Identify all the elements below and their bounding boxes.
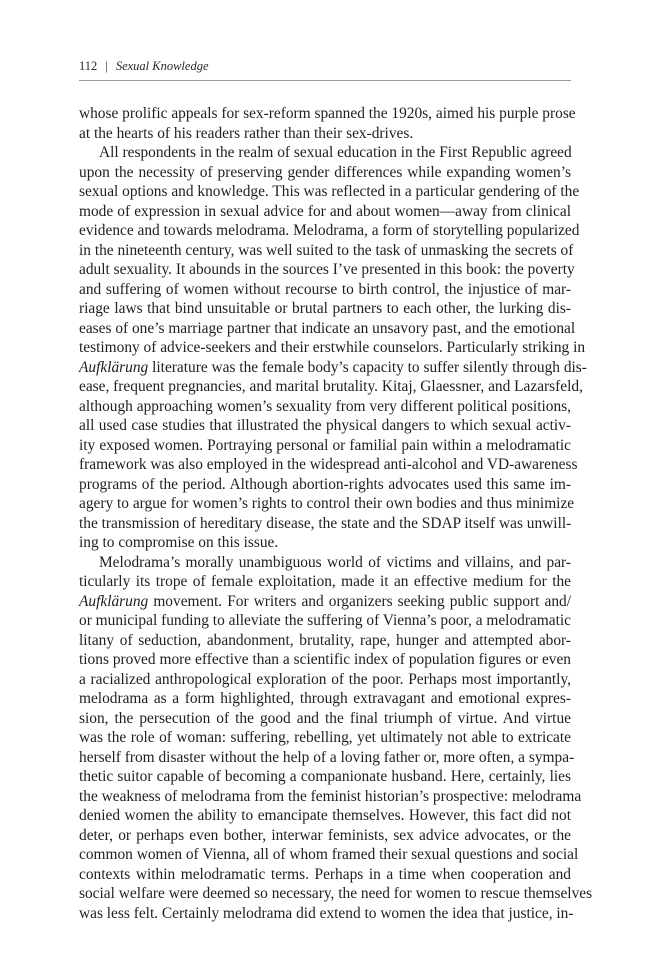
body-text — [79, 104, 593, 923]
text-line: sion, the persecution of the good and the final triumph of virtue. And virtue — [79, 709, 571, 727]
italic-term: Aufklärung — [79, 592, 149, 610]
text-line: framework was also employed in the widespread anti-alcohol and VD-awareness — [79, 456, 578, 473]
text-line: at the hearts of his readers rather than their sex-drives. — [79, 124, 414, 142]
text-line: a racialized anthropological exploration of the poor. Perhaps most importantly, — [79, 670, 571, 688]
page-number: 112 — [79, 59, 98, 73]
text-line: mode of expression in sexual advice for and about women—away from clinical — [79, 202, 571, 220]
text-line: ing to compromise on this issue. — [79, 534, 279, 551]
text-line: thetic suitor capable of becoming a companionate husband. Here, certainly, lies — [79, 768, 571, 785]
text-line: denied women the ability to emancipate themselves. However, this fact did not — [79, 807, 571, 824]
text-line: although approaching women’s sexuality from very different political positions, — [79, 397, 571, 415]
text-line: sexual options and knowledge. This was reflected in a particular gendering of the — [79, 183, 580, 200]
text-line: riage laws that bind unsuitable or brutal partners to each other, the lurking dis- — [79, 300, 571, 317]
italic-term: Aufklärung — [79, 358, 149, 376]
text-line: eases of one’s marriage partner that indicate an unsavory past, and the emotional — [79, 319, 576, 337]
text-line: ticularly its trope of female exploitation, made it an effective medium for the — [79, 573, 571, 590]
header-rule — [79, 80, 571, 81]
text-line: was the role of woman: suffering, rebelling, yet ultimately not able to extricate — [79, 729, 571, 746]
text-line: in the nineteenth century, was well suited to the task of unmasking the secrets of — [79, 241, 574, 259]
text-line: agery to argue for women’s rights to control their own bodies and thus minimize — [79, 495, 575, 512]
text-line: whose prolific appeals for sex-reform spanned the 1920s, aimed his purple prose — [79, 105, 576, 122]
text-line: programs of the period. Although abortion-rights advocates used this same im- — [79, 475, 571, 493]
text-line: Aufklärung movement. For writers and organizers seeking public support and/ — [79, 592, 571, 610]
text-line: social welfare were deemed so necessary, the need for women to rescue themselves — [79, 885, 593, 902]
text-line: herself from disaster without the help of a loving father or, more often, a sympa- — [79, 748, 575, 766]
running-head — [79, 58, 571, 74]
text-line: common women of Vienna, all of whom framed their sexual questions and social — [79, 846, 579, 863]
header-separator: | — [105, 59, 108, 73]
text-line: was less felt. Certainly melodrama did extend to women the idea that justice, in- — [79, 904, 574, 922]
text-line: Melodrama’s morally unambiguous world of victims and villains, and par- — [99, 553, 571, 571]
text-line: ity exposed women. Portraying personal or familial pain within a melodramatic — [79, 436, 571, 454]
text-line: All respondents in the realm of sexual education in the First Republic agreed — [99, 144, 572, 161]
text-line: or municipal funding to alleviate the suffering of Vienna’s poor, a melodramatic — [79, 612, 571, 629]
text-line: tions proved more effective than a scientific index of population figures or even — [79, 651, 571, 668]
text-line: contexts within melodramatic terms. Perhaps in a time when cooperation and — [79, 865, 571, 883]
text-line: ease, frequent pregnancies, and marital brutality. Kitaj, Glaessner, and Lazarsfeld, — [79, 378, 583, 395]
text-line: litany of seduction, abandonment, brutality, rape, hunger and attempted abor- — [79, 631, 571, 649]
text-line: all used case studies that illustrated the physical dangers to which sexual activ- — [79, 417, 571, 434]
text-line: testimony of advice-seekers and their erstwhile counselors. Particularly striking in — [79, 339, 586, 356]
running-title: Sexual Knowledge — [115, 59, 209, 73]
text-line: and suffering of women without recourse to birth control, the injustice of mar- — [79, 280, 571, 298]
text-line: adult sexuality. It abounds in the sources I’ve presented in this book: the poverty — [79, 261, 575, 278]
text-line: the weakness of melodrama from the feminist historian’s prospective: melodrama — [79, 787, 582, 805]
text-line: the transmission of hereditary disease, the state and the SDAP itself was unwill- — [79, 514, 572, 532]
text-line: Aufklärung literature was the female body’s capacity to suffer silently through dis- — [79, 358, 587, 376]
text-line: evidence and towards melodrama. Melodrama, a form of storytelling popularized — [79, 222, 580, 239]
text-line: upon the necessity of preserving gender differences while expanding women’s — [79, 163, 571, 181]
text-line: deter, or perhaps even bother, interwar feminists, sex advice advocates, or the — [79, 826, 571, 844]
text-line: melodrama as a form highlighted, through extravagant and emotional expres- — [79, 690, 571, 707]
